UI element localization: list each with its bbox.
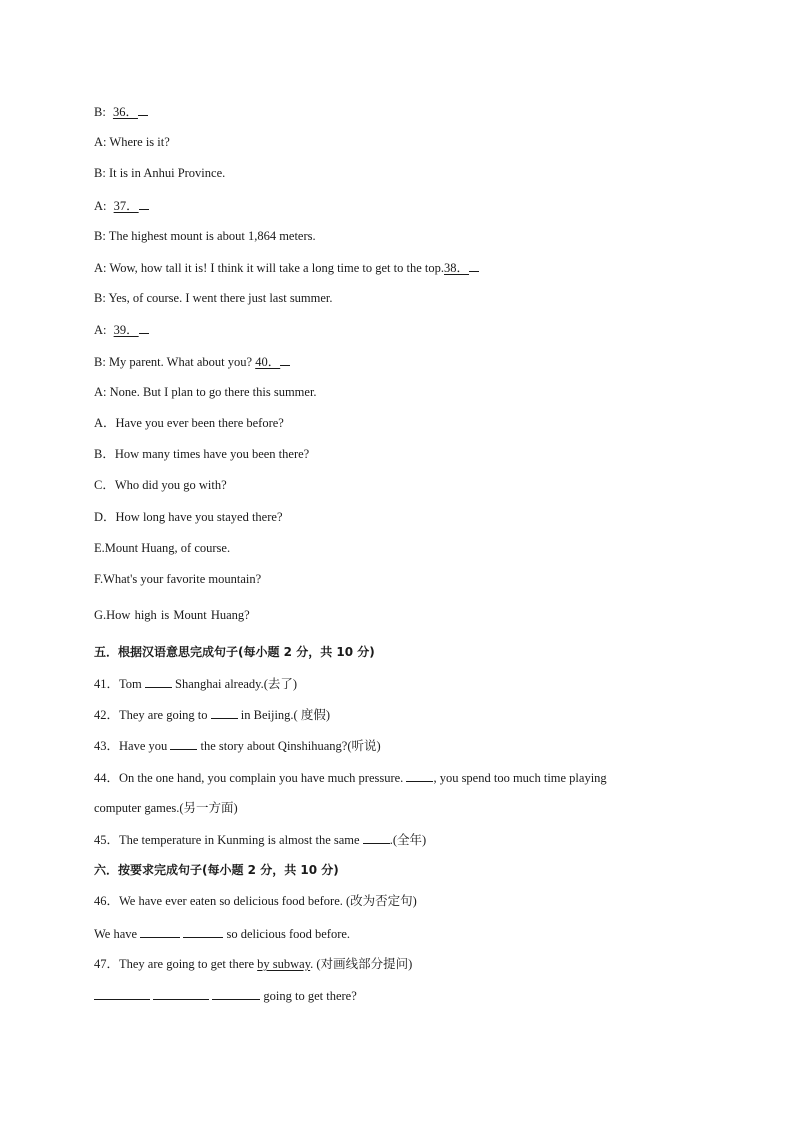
dialogue-line-2: A: Where is it? — [94, 135, 170, 149]
question-46: 46．We have ever eaten so delicious food before. (改为否定句) — [94, 894, 417, 908]
dialogue-line-6: A: Wow, how tall it is! I think it will take a long time to get to the top.38． — [94, 259, 479, 276]
answer-blank[interactable] — [145, 675, 172, 688]
section-6-title: 六．按要求完成句子(每小题 2 分，共 10 分) — [94, 863, 339, 877]
dialogue-line-10: A: None. But I plan to go there this summer. — [94, 385, 317, 399]
answer-blank[interactable] — [183, 925, 223, 938]
answer-blank[interactable] — [94, 987, 150, 1000]
dialogue-line-5: B: The highest mount is about 1,864 meters. — [94, 229, 316, 243]
question-44: 44．On the one hand, you complain you have much pressure. , you spend too much time playing — [94, 771, 607, 785]
question-46-answer: We have so delicious food before. — [94, 927, 351, 941]
option-a: A．Have you ever been there before? — [94, 416, 284, 430]
option-b: B．How many times have you been there? — [94, 447, 310, 461]
section-5-title: 五．根据汉语意思完成句子(每小题 2 分，共 10 分) — [94, 645, 375, 659]
question-47-answer: going to get there? — [94, 987, 357, 1004]
answer-blank[interactable] — [211, 706, 238, 719]
answer-blank[interactable] — [363, 831, 390, 844]
question-47: 47．They are going to get there by subway. (对画线部分提问) — [94, 957, 413, 971]
underlined-phrase: by subway — [257, 957, 311, 971]
option-d: D．How long have you stayed there? — [94, 510, 283, 524]
option-e: E.Mount Huang, of course. — [94, 541, 231, 555]
dialogue-line-8: A: 39． — [94, 321, 149, 338]
answer-blank[interactable] — [170, 737, 197, 750]
dialogue-line-1 — [94, 103, 148, 120]
blank-37: 37． — [113, 199, 139, 213]
speaker: B: — [94, 105, 106, 119]
answer-blank[interactable] — [140, 925, 180, 938]
dialogue-line-7: B: Yes, of course. I went there just last summer. — [94, 291, 333, 305]
blank-38: 38． — [444, 261, 470, 275]
dialogue-line-9: B: My parent. What about you? 40． — [94, 353, 290, 370]
option-f: F.What's your favorite mountain? — [94, 572, 262, 586]
blank-36: 36． — [112, 105, 138, 119]
question-41: 41．Tom Shanghai already.(去了) — [94, 677, 298, 691]
blank-39: 39． — [113, 323, 139, 337]
answer-blank[interactable] — [212, 987, 260, 1000]
option-g: G.How high is Mount Huang? — [94, 608, 250, 622]
answer-blank[interactable] — [406, 769, 433, 782]
question-45: 45．The temperature in Kunming is almost the same .(全年) — [94, 833, 427, 847]
blank-40: 40． — [255, 355, 281, 369]
question-42: 42．They are going to in Beijing.( 度假) — [94, 708, 330, 722]
dialogue-line-4: A: 37． — [94, 197, 149, 214]
dialogue-line-3: B: It is in Anhui Province. — [94, 166, 226, 180]
question-44-continued: computer games.(另一方面) — [94, 801, 238, 815]
question-43: 43．Have you the story about Qinshihuang?(听说) — [94, 739, 381, 753]
answer-blank[interactable] — [153, 987, 209, 1000]
option-c: C．Who did you go with? — [94, 478, 227, 492]
